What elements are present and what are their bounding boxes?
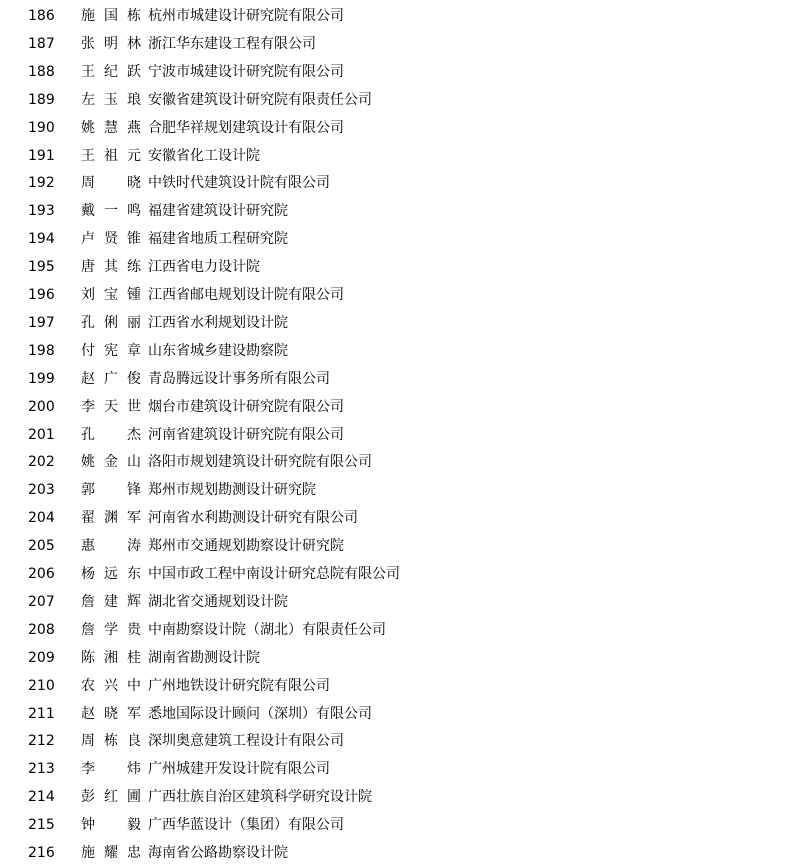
row-number: 196 bbox=[28, 287, 55, 303]
list-row bbox=[0, 783, 800, 811]
row-number: 199 bbox=[28, 370, 55, 387]
person-name: 姚慧燕 bbox=[81, 119, 141, 136]
list-row bbox=[0, 142, 800, 170]
person-name: 王纪跃 bbox=[81, 63, 141, 80]
organization-name: 海南省公路勘察设计院 bbox=[148, 845, 288, 861]
row-number: 192 bbox=[28, 175, 55, 192]
person-name: 詹建辉 bbox=[81, 593, 141, 610]
list-row bbox=[0, 114, 800, 142]
organization-name: 悉地国际设计顾问（深圳）有限公司 bbox=[148, 705, 372, 722]
row-number: 193 bbox=[28, 203, 55, 220]
person-name: 戴一鸣 bbox=[81, 203, 141, 220]
row-number: 194 bbox=[28, 231, 55, 248]
organization-name: 湖北省交通规划设计院 bbox=[148, 593, 288, 610]
organization-name: 中铁时代建筑设计院有限公司 bbox=[148, 175, 330, 192]
row-number: 215 bbox=[28, 817, 55, 834]
row-number: 207 bbox=[28, 593, 55, 610]
organization-name: 宁波市城建设计研究院有限公司 bbox=[148, 63, 344, 80]
list-row bbox=[0, 30, 800, 58]
list-row bbox=[0, 225, 800, 253]
list-row bbox=[0, 672, 800, 700]
organization-name: 青岛腾远设计事务所有限公司 bbox=[148, 370, 330, 387]
organization-name: 杭州市城建设计研究院有限公司 bbox=[148, 8, 344, 24]
list-row bbox=[0, 504, 800, 532]
row-number: 201 bbox=[28, 426, 55, 443]
list-row bbox=[0, 727, 800, 755]
organization-name: 烟台市建筑设计研究院有限公司 bbox=[148, 398, 344, 415]
list-row bbox=[0, 839, 800, 867]
person-name: 钟 毅 bbox=[81, 817, 141, 834]
organization-name: 广西壮族自治区建筑科学研究设计院 bbox=[148, 789, 372, 806]
person-name: 李 炜 bbox=[81, 761, 141, 778]
list-row bbox=[0, 560, 800, 588]
organization-name: 郑州市规划勘测设计研究院 bbox=[148, 482, 316, 499]
list-row bbox=[0, 197, 800, 225]
row-number: 208 bbox=[28, 621, 55, 638]
person-name: 施耀忠 bbox=[81, 845, 141, 861]
person-name: 卢贤锥 bbox=[81, 231, 141, 248]
person-name: 赵晓军 bbox=[81, 705, 141, 722]
organization-name: 广州城建开发设计院有限公司 bbox=[148, 761, 330, 778]
row-number: 209 bbox=[28, 649, 55, 666]
row-number: 213 bbox=[28, 761, 55, 778]
organization-name: 福建省地质工程研究院 bbox=[148, 231, 288, 248]
organization-name: 中南勘察设计院（湖北）有限责任公司 bbox=[148, 621, 386, 638]
organization-name: 中国市政工程中南设计研究总院有限公司 bbox=[148, 566, 400, 582]
list-row bbox=[0, 365, 800, 393]
list-row bbox=[0, 588, 800, 616]
organization-name: 安徽省建筑设计研究院有限责任公司 bbox=[148, 91, 372, 108]
organization-name: 江西省邮电规划设计院有限公司 bbox=[148, 287, 344, 303]
person-name: 王祖元 bbox=[81, 147, 141, 164]
row-number: 204 bbox=[28, 510, 55, 527]
person-name: 赵广俊 bbox=[81, 370, 141, 387]
list-row bbox=[0, 309, 800, 337]
person-name: 彭红圃 bbox=[81, 789, 141, 806]
row-number: 195 bbox=[28, 259, 55, 276]
person-name: 惠 涛 bbox=[81, 538, 141, 555]
organization-name: 浙江华东建设工程有限公司 bbox=[148, 35, 316, 52]
person-name: 周栋良 bbox=[81, 733, 141, 750]
organization-name: 深圳奥意建筑工程设计有限公司 bbox=[148, 733, 344, 750]
person-name: 詹学贵 bbox=[81, 621, 141, 638]
row-number: 211 bbox=[28, 705, 55, 722]
row-number: 200 bbox=[28, 398, 55, 415]
organization-name: 河南省建筑设计研究院有限公司 bbox=[148, 426, 344, 443]
list-row bbox=[0, 337, 800, 365]
list-row bbox=[0, 253, 800, 281]
organization-name: 山东省城乡建设勘察院 bbox=[148, 342, 288, 359]
person-name: 李天世 bbox=[81, 398, 141, 415]
row-number: 187 bbox=[28, 35, 55, 52]
organization-name: 河南省水利勘测设计研究有限公司 bbox=[148, 510, 358, 527]
row-number: 210 bbox=[28, 677, 55, 694]
organization-name: 安徽省化工设计院 bbox=[148, 147, 260, 164]
person-name: 付宪章 bbox=[81, 342, 141, 359]
list-row bbox=[0, 86, 800, 114]
row-number: 188 bbox=[28, 63, 55, 80]
organization-name: 郑州市交通规划勘察设计研究院 bbox=[148, 538, 344, 555]
person-name: 周 晓 bbox=[81, 175, 141, 192]
person-name: 郭 锋 bbox=[81, 482, 141, 499]
organization-name: 江西省电力设计院 bbox=[148, 259, 260, 276]
list-row bbox=[0, 644, 800, 672]
list-row bbox=[0, 393, 800, 421]
row-number: 189 bbox=[28, 91, 55, 108]
organization-name: 江西省水利规划设计院 bbox=[148, 314, 288, 331]
person-name: 左玉琅 bbox=[81, 91, 141, 108]
organization-name: 合肥华祥规划建筑设计有限公司 bbox=[148, 119, 344, 136]
list-row bbox=[0, 616, 800, 644]
list-row bbox=[0, 2, 800, 30]
person-name: 姚金山 bbox=[81, 454, 141, 471]
person-name: 张明林 bbox=[81, 35, 141, 52]
list-row bbox=[0, 281, 800, 309]
row-number: 205 bbox=[28, 538, 55, 555]
row-number: 197 bbox=[28, 314, 55, 331]
person-name: 孔 杰 bbox=[81, 426, 141, 443]
list-row bbox=[0, 448, 800, 476]
row-number: 206 bbox=[28, 566, 55, 582]
row-number: 191 bbox=[28, 147, 55, 164]
list-row bbox=[0, 169, 800, 197]
person-name: 翟渊军 bbox=[81, 510, 141, 527]
organization-name: 福建省建筑设计研究院 bbox=[148, 203, 288, 220]
person-name: 杨远东 bbox=[81, 566, 141, 582]
organization-name: 广西华蓝设计（集团）有限公司 bbox=[148, 817, 344, 834]
organization-name: 湖南省勘测设计院 bbox=[148, 649, 260, 666]
row-number: 186 bbox=[28, 8, 55, 24]
organization-name: 广州地铁设计研究院有限公司 bbox=[148, 677, 330, 694]
row-number: 214 bbox=[28, 789, 55, 806]
row-number: 198 bbox=[28, 342, 55, 359]
list-row bbox=[0, 755, 800, 783]
row-number: 203 bbox=[28, 482, 55, 499]
organization-name: 洛阳市规划建筑设计研究院有限公司 bbox=[148, 454, 372, 471]
person-name: 孔俐丽 bbox=[81, 314, 141, 331]
list-row bbox=[0, 58, 800, 86]
list-row bbox=[0, 532, 800, 560]
row-number: 202 bbox=[28, 454, 55, 471]
row-number: 216 bbox=[28, 845, 55, 861]
row-number: 212 bbox=[28, 733, 55, 750]
person-name: 陈湘桂 bbox=[81, 649, 141, 666]
person-name: 农兴中 bbox=[81, 677, 141, 694]
list-row bbox=[0, 811, 800, 839]
person-name: 唐其练 bbox=[81, 259, 141, 276]
list-row bbox=[0, 476, 800, 504]
row-number: 190 bbox=[28, 119, 55, 136]
person-name: 刘宝锺 bbox=[81, 287, 141, 303]
list-row bbox=[0, 421, 800, 449]
person-name: 施国栋 bbox=[81, 8, 141, 24]
list-row bbox=[0, 700, 800, 728]
